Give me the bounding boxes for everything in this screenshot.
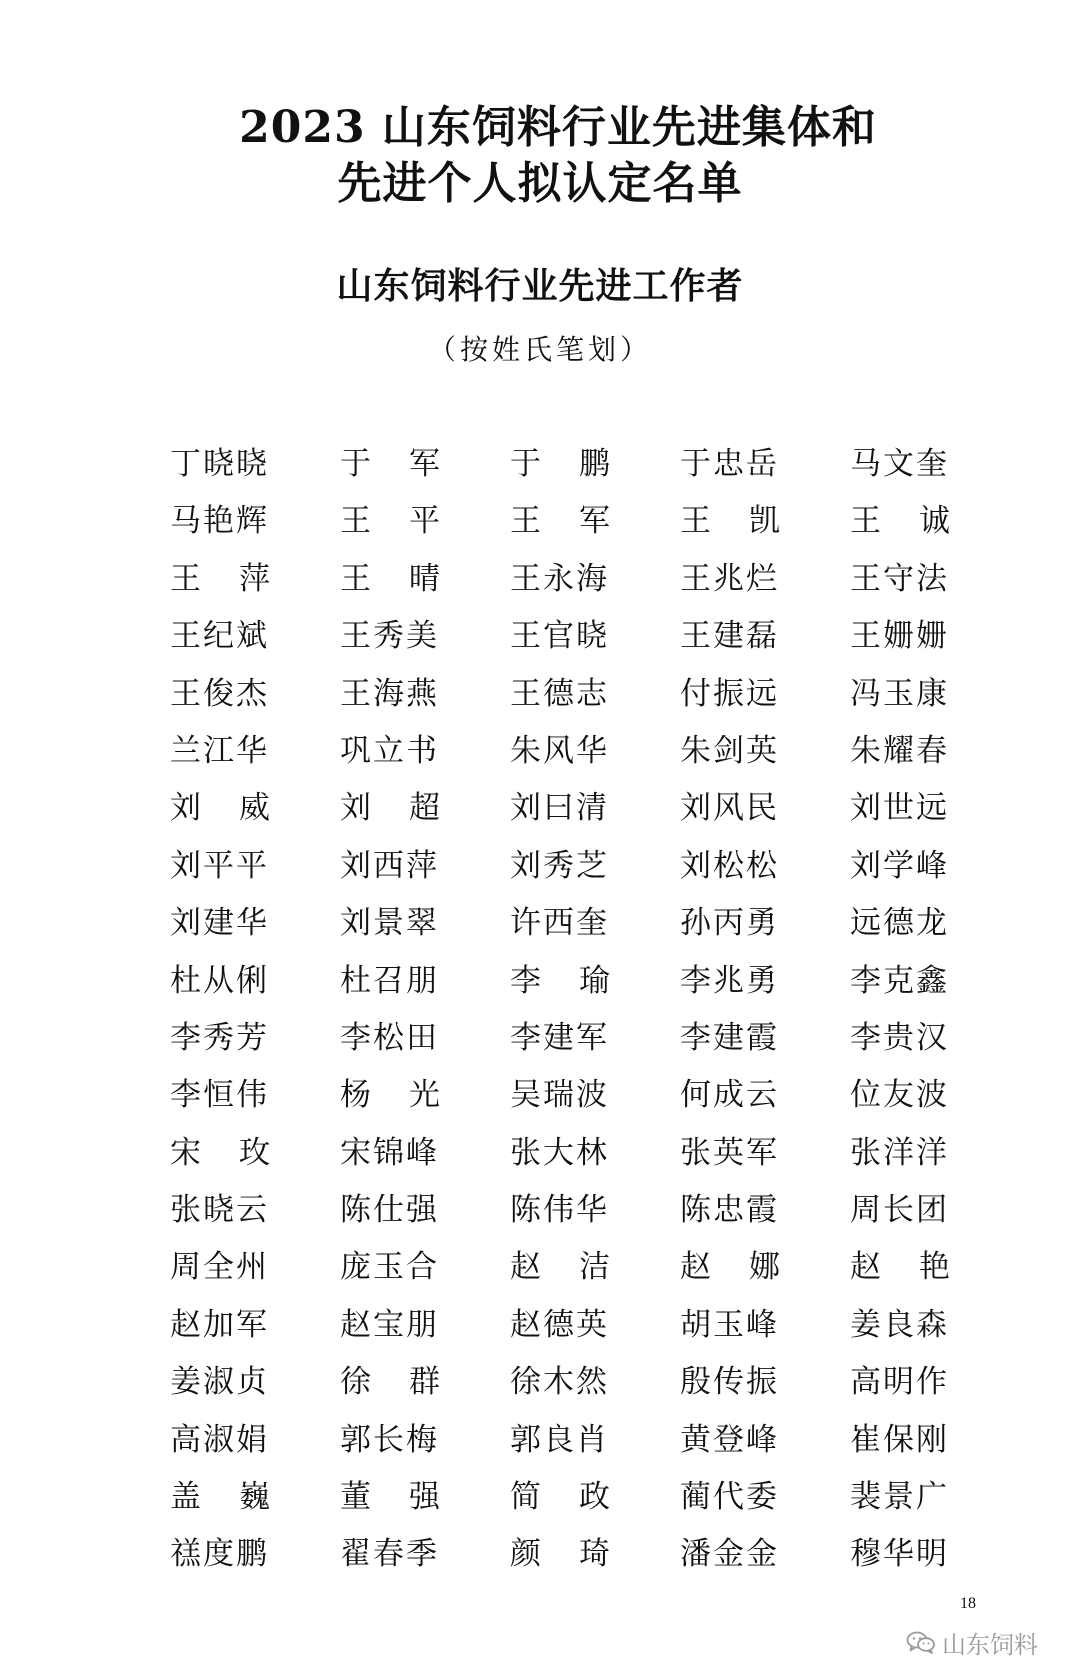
name-entry: 刘曰清	[510, 790, 609, 827]
name-entry: 刘风民	[680, 790, 779, 827]
name-entry: 王德志	[510, 675, 609, 712]
name-entry: 李克鑫	[850, 962, 949, 999]
name-entry: 丁晓晓	[170, 446, 269, 482]
name-entry: 徐木然	[510, 1364, 609, 1401]
name-entry: 宋 玫	[170, 1134, 270, 1171]
names-list	[170, 444, 970, 1592]
name-entry: 裴景广	[850, 1479, 949, 1516]
name-entry: 马艳辉	[170, 503, 269, 540]
name-entry: 姜淑贞	[170, 1364, 269, 1401]
name-entry: 王 凯	[680, 503, 780, 540]
name-entry: 王俊杰	[170, 675, 269, 712]
name-entry: 潘金金	[680, 1536, 779, 1573]
name-entry: 陈仕强	[340, 1192, 439, 1229]
name-entry: 刘平平	[170, 847, 269, 884]
name-entry: 朱耀春	[850, 732, 949, 769]
name-entry: 周全州	[170, 1249, 269, 1286]
name-entry: 郭长梅	[340, 1421, 439, 1458]
name-entry: 李建军	[510, 1019, 609, 1056]
name-entry: 刘世远	[850, 790, 949, 827]
name-entry: 远德龙	[850, 905, 949, 942]
name-entry: 庞玉合	[340, 1249, 439, 1286]
name-entry: 穆华明	[850, 1536, 949, 1573]
name-entry: 王永海	[510, 560, 609, 597]
name-entry: 简 政	[510, 1479, 610, 1516]
name-entry: 赵 艳	[850, 1249, 950, 1286]
name-entry: 盖 巍	[170, 1479, 270, 1516]
name-entry: 王 晴	[340, 560, 440, 597]
name-entry: 刘 超	[340, 790, 440, 827]
name-entry: 刘建华	[170, 905, 269, 942]
name-entry: 王守法	[850, 560, 949, 597]
wechat-icon	[906, 1630, 936, 1654]
name-entry: 郭良肖	[510, 1421, 609, 1458]
name-entry: 蔺代委	[680, 1479, 779, 1516]
name-entry: 黄登峰	[680, 1421, 779, 1458]
name-entry: 李松田	[340, 1019, 439, 1056]
name-entry: 刘景翠	[340, 905, 439, 942]
name-entry: 杨 光	[340, 1077, 440, 1114]
name-entry: 李建霞	[680, 1019, 779, 1056]
name-entry: 王姗姗	[850, 618, 949, 655]
name-entry: 李恒伟	[170, 1077, 269, 1114]
name-entry: 翟春季	[340, 1536, 439, 1573]
name-entry: 高淑娟	[170, 1421, 269, 1458]
name-entry: 陈忠霞	[680, 1192, 779, 1229]
name-entry: 李 瑜	[510, 962, 610, 999]
name-entry: 李贵汉	[850, 1019, 949, 1056]
name-entry: 刘 威	[170, 790, 270, 827]
name-entry: 杜从俐	[170, 962, 269, 999]
name-entry: 付振远	[680, 675, 779, 712]
name-entry: 赵 娜	[680, 1249, 780, 1286]
name-entry: 许西奎	[510, 905, 609, 942]
name-entry: 王 萍	[170, 560, 270, 597]
name-entry: 胡玉峰	[680, 1306, 779, 1343]
name-entry: 宋锦峰	[340, 1134, 439, 1171]
name-entry: 姜良森	[850, 1306, 949, 1343]
section-title: 山东饲料行业先进工作者	[336, 265, 744, 307]
name-entry: 王 诚	[850, 503, 950, 540]
name-entry: 冯玉康	[850, 675, 949, 712]
name-entry: 王海燕	[340, 675, 439, 712]
name-entry: 徐 群	[340, 1364, 440, 1401]
name-entry: 孙丙勇	[680, 905, 779, 942]
name-entry: 张晓云	[170, 1192, 269, 1229]
name-entry: 王纪斌	[170, 618, 269, 655]
name-entry: 赵德英	[510, 1306, 609, 1343]
watermark-text: 山东饲料	[942, 1630, 1038, 1659]
name-entry: 禚度鹏	[170, 1536, 269, 1573]
name-entry: 张英军	[680, 1134, 779, 1171]
name-entry: 于 鹏	[510, 446, 610, 482]
name-entry: 刘学峰	[850, 847, 949, 884]
name-entry: 刘西萍	[340, 847, 439, 884]
name-entry: 位友波	[850, 1077, 949, 1114]
name-entry: 王建磊	[680, 618, 779, 655]
name-entry: 颜 琦	[510, 1536, 610, 1573]
name-entry: 朱剑英	[680, 732, 779, 769]
name-entry: 李兆勇	[680, 962, 779, 999]
page-number: 18	[960, 1595, 976, 1612]
name-entry: 李秀芳	[170, 1019, 269, 1056]
name-entry: 赵 洁	[510, 1249, 610, 1286]
name-entry: 刘秀芝	[510, 847, 609, 884]
name-entry: 巩立书	[340, 732, 439, 769]
name-entry: 刘松松	[680, 847, 779, 884]
document-title-line-1: 2023 山东饲料行业先进集体和	[239, 102, 877, 153]
name-entry: 马文奎	[850, 446, 949, 482]
name-entry: 何成云	[680, 1077, 779, 1114]
name-entry: 朱风华	[510, 732, 609, 769]
name-entry: 王兆烂	[680, 560, 779, 597]
name-entry: 杜召朋	[340, 962, 439, 999]
document-title-line-2: 先进个人拟认定名单	[337, 158, 743, 209]
name-entry: 张大林	[510, 1134, 609, 1171]
name-entry: 陈伟华	[510, 1192, 609, 1229]
name-entry: 殷传振	[680, 1364, 779, 1401]
name-entry: 于 军	[340, 446, 440, 482]
account-watermark	[906, 1625, 1038, 1659]
name-entry: 王 军	[510, 503, 610, 540]
name-entry: 赵宝朋	[340, 1306, 439, 1343]
name-entry: 董 强	[340, 1479, 440, 1516]
name-entry: 王秀美	[340, 618, 439, 655]
name-entry: 兰江华	[170, 732, 269, 769]
name-entry: 高明作	[850, 1364, 949, 1401]
name-entry: 吴瑞波	[510, 1077, 609, 1114]
name-entry: 于忠岳	[680, 446, 779, 482]
name-entry: 周长团	[850, 1192, 949, 1229]
name-entry: 崔保刚	[850, 1421, 949, 1458]
name-entry: 赵加军	[170, 1306, 269, 1343]
sort-note: （按姓氏笔划）	[427, 333, 652, 366]
name-entry: 王官晓	[510, 618, 609, 655]
name-entry: 王 平	[340, 503, 440, 540]
name-entry: 张洋洋	[850, 1134, 949, 1171]
